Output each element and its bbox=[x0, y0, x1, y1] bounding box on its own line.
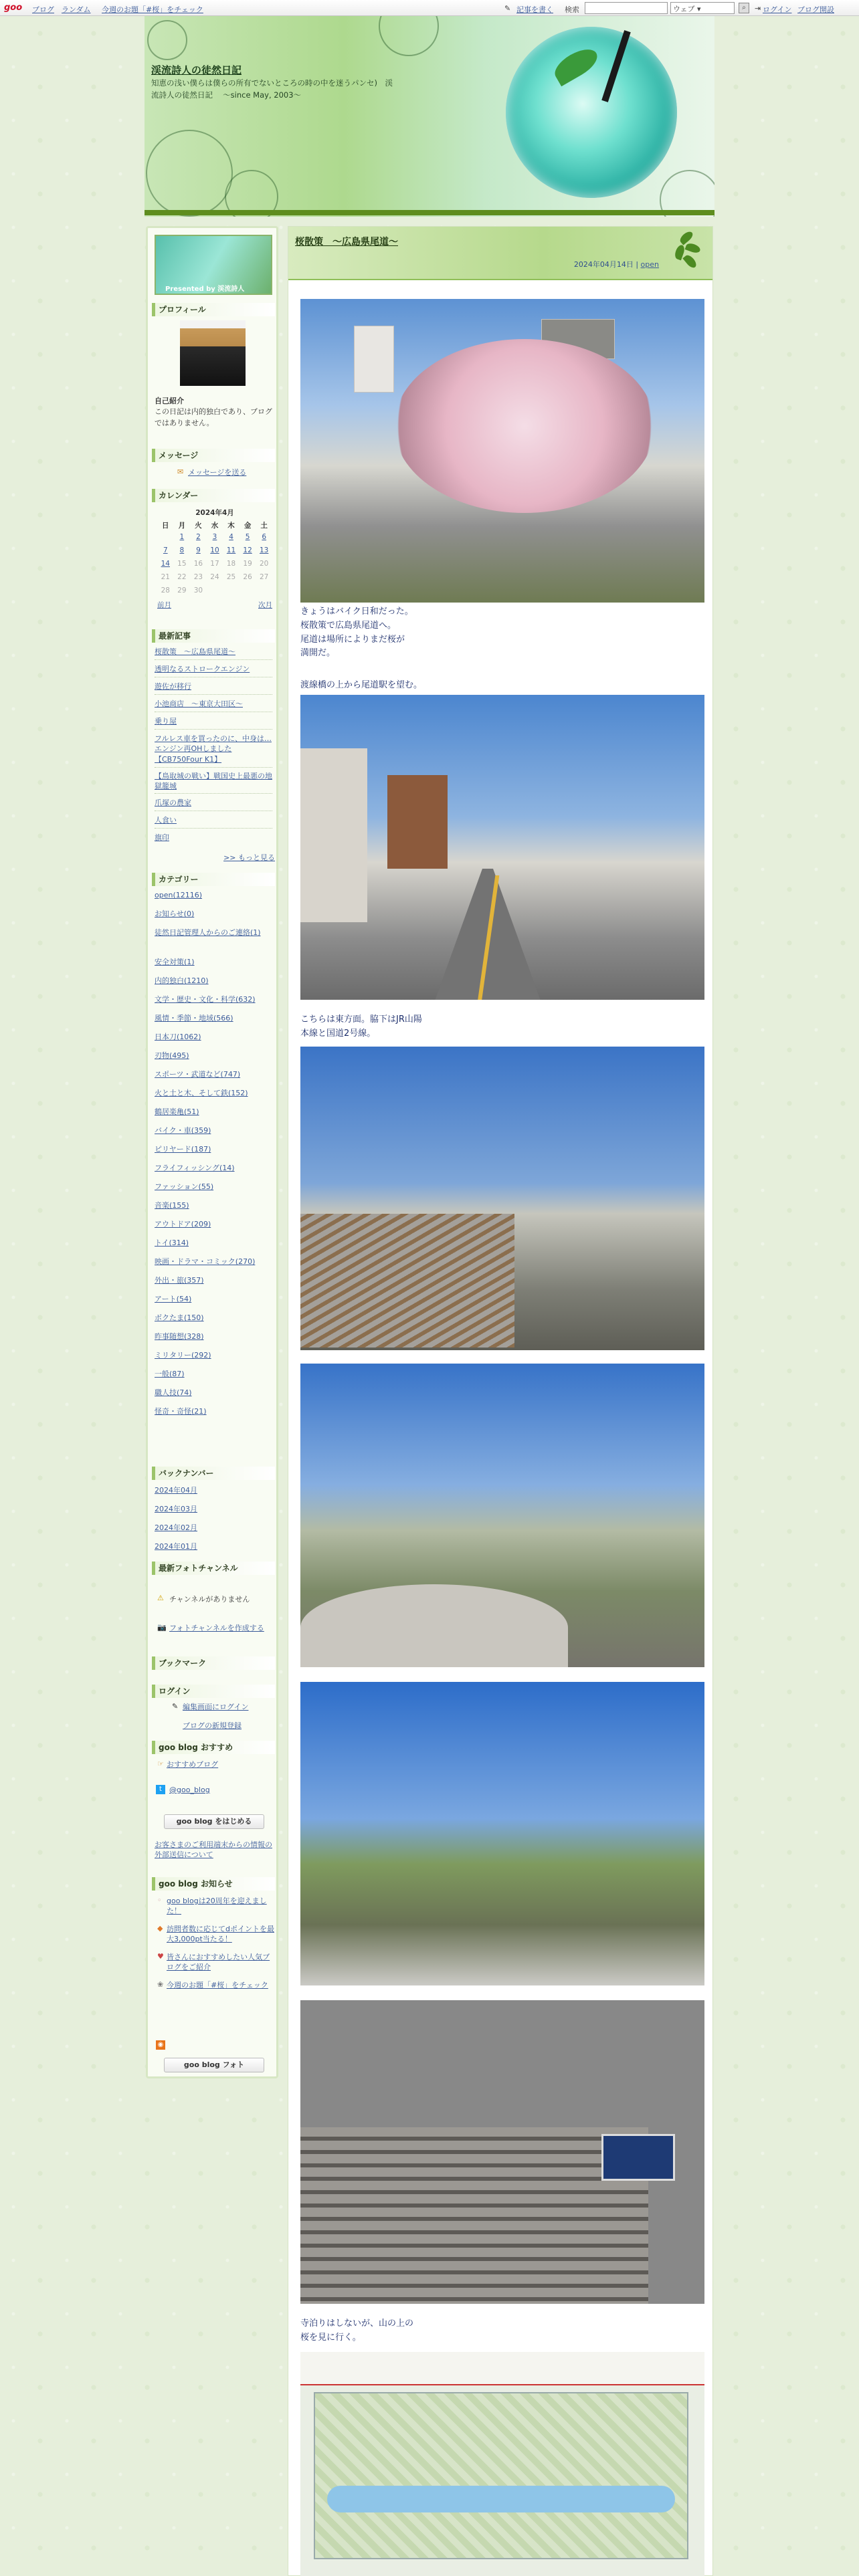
calendar-prev-link[interactable]: 前月 bbox=[157, 601, 171, 609]
category-link[interactable]: 風情・季節・地域(566) bbox=[155, 1014, 233, 1023]
entry-line: 桜を見に行く。 bbox=[300, 2332, 361, 2343]
calendar-day: 24 bbox=[210, 573, 219, 581]
notice-link[interactable]: goo blogは20周年を迎えました！ bbox=[167, 1897, 267, 1916]
badge-caption: Presented by 渓流詩人 bbox=[165, 286, 245, 293]
calendar-day[interactable]: 8 bbox=[179, 546, 185, 554]
calendar-day: 18 bbox=[226, 560, 236, 568]
entry-date: 2024年04月14日 bbox=[573, 260, 634, 269]
weekday: 木 bbox=[227, 522, 235, 530]
rss-icon[interactable]: ◉ bbox=[156, 2040, 165, 2050]
pencil-icon: ✎ bbox=[504, 4, 511, 13]
calendar-day: 19 bbox=[243, 560, 252, 568]
search-scope-value: ウェブ bbox=[673, 5, 695, 13]
notice-heading: goo blog お知らせ bbox=[152, 1877, 275, 1891]
photo-hillside-houses[interactable] bbox=[300, 1364, 704, 1667]
calendar-day[interactable]: 1 bbox=[179, 533, 185, 541]
calendar-day[interactable]: 2 bbox=[196, 533, 201, 541]
category-link[interactable]: 火と土と木、そして鉄(152) bbox=[155, 1089, 248, 1097]
category-link[interactable]: 内的独白(1210) bbox=[155, 976, 209, 985]
leaf-piece bbox=[682, 253, 698, 270]
toolbar-link-odai[interactable]: 今週のお題「#桜」をチェック bbox=[102, 5, 203, 14]
lace-ornament bbox=[147, 20, 187, 60]
external-transmission-link[interactable]: お客さまのご利用端末からの情報の外部送信について bbox=[155, 1840, 272, 1860]
photo-railway-east[interactable] bbox=[300, 1047, 704, 1350]
login-icon: ⇥ bbox=[755, 4, 761, 13]
category-link[interactable]: 安全対策(1) bbox=[155, 958, 195, 966]
railway-shape bbox=[300, 1214, 514, 1348]
profile-heading: プロフィール bbox=[152, 303, 275, 316]
calendar-day[interactable]: 5 bbox=[245, 533, 250, 541]
category-link[interactable]: 外出・旅(357) bbox=[155, 1276, 204, 1285]
category-link[interactable]: 音楽(155) bbox=[155, 1201, 189, 1210]
category-link[interactable]: ピリヤード(187) bbox=[155, 1145, 211, 1154]
open-blog-link[interactable]: ブログ開設 bbox=[797, 5, 834, 14]
recent-posts-heading: 最新記事 bbox=[152, 629, 275, 643]
entry-line: 寺泊りはしないが、山の上の bbox=[300, 2319, 414, 2329]
category-link[interactable]: 昨事随想(328) bbox=[155, 1332, 204, 1341]
category-link[interactable]: ファッション(55) bbox=[155, 1182, 214, 1191]
sakura-icon: ❀ bbox=[157, 1980, 164, 1989]
goo-toolbar bbox=[0, 0, 859, 16]
osusume-heading: goo blog おすすめ bbox=[152, 1741, 275, 1754]
toolbar-login-link[interactable]: ログイン bbox=[763, 5, 792, 14]
toolbar-link-random[interactable]: ランダム bbox=[62, 5, 91, 14]
photochannel-heading: 最新フォトチャンネル bbox=[152, 1562, 275, 1575]
calendar-day: 17 bbox=[210, 560, 219, 568]
entry-paragraph bbox=[300, 679, 702, 693]
calendar bbox=[157, 508, 272, 612]
calendar-day bbox=[223, 584, 240, 597]
search-scope-select[interactable]: ウェブ ▾ bbox=[670, 2, 735, 14]
calendar-day: 25 bbox=[226, 573, 236, 581]
recent-post-link[interactable]: 爪塚の農家 bbox=[155, 798, 191, 807]
edit-login-link[interactable]: 編集画面にログイン bbox=[183, 1703, 249, 1711]
calendar-next-link[interactable]: 次月 bbox=[258, 601, 272, 609]
message-heading: メッセージ bbox=[152, 449, 275, 462]
recent-post-link[interactable]: 旗印 bbox=[155, 833, 169, 842]
building-shape bbox=[300, 748, 367, 922]
entry-line: 渡線橋の上から尾道駅を望む。 bbox=[300, 680, 423, 690]
weekday: 土 bbox=[260, 522, 268, 530]
recent-post-link[interactable]: 桜散策 ～広島県尾道～ bbox=[155, 647, 235, 656]
calendar-day[interactable]: 4 bbox=[229, 533, 233, 541]
login-heading: ログイン bbox=[152, 1685, 275, 1698]
weekday: 水 bbox=[211, 522, 219, 530]
calendar-day bbox=[256, 584, 272, 597]
entry-line: 桜散策で広島県尾道へ。 bbox=[300, 620, 397, 631]
category-link[interactable]: 一般(87) bbox=[155, 1370, 185, 1378]
divider bbox=[155, 828, 272, 829]
blog-description: 知恵の浅い僕らは僕らの所有でないところの時の中を迷うパンセ) 渓流詩人の徒然日記 ～since May, 2003～ bbox=[151, 78, 393, 100]
photo-station-road[interactable] bbox=[300, 695, 704, 1000]
steps-shape bbox=[300, 2127, 648, 2304]
blog-header bbox=[145, 16, 714, 217]
category-link[interactable]: フライフィッシング(14) bbox=[155, 1164, 235, 1172]
point-icon: ◆ bbox=[157, 1924, 163, 1933]
calendar-grid bbox=[157, 520, 272, 597]
calendar-day: 27 bbox=[260, 573, 269, 581]
backnumber-link[interactable]: 2024年03月 bbox=[155, 1505, 197, 1513]
calendar-day bbox=[240, 584, 256, 597]
warning-icon: ⚠ bbox=[157, 1594, 164, 1602]
divider bbox=[155, 659, 272, 660]
category-link[interactable]: トイ(314) bbox=[155, 1239, 189, 1247]
category-link[interactable]: 映画・ドラマ・コミック(270) bbox=[155, 1257, 256, 1266]
envelope-icon: ✉ bbox=[177, 467, 184, 476]
calendar-day: 16 bbox=[193, 560, 203, 568]
recent-post-link[interactable]: 人食い bbox=[155, 816, 177, 825]
main-content bbox=[288, 226, 713, 2576]
goo-blog-photo-label: goo blog フォト bbox=[183, 2060, 245, 2069]
calendar-month: 2024年4月 bbox=[195, 509, 234, 517]
divider bbox=[155, 767, 272, 768]
calendar-day bbox=[207, 584, 223, 597]
divider bbox=[155, 694, 272, 695]
signboard-shape bbox=[601, 2134, 675, 2181]
weekday: 月 bbox=[178, 522, 186, 530]
recent-post-link[interactable]: 乗り屋 bbox=[155, 717, 177, 726]
building-shape bbox=[354, 326, 394, 393]
notice-link[interactable]: 訪問者数に応じてdポイントを最大3,000pt当たる！ bbox=[167, 1925, 274, 1944]
twitter-link[interactable]: @goo_blog bbox=[169, 1786, 210, 1794]
bookmark-heading: ブックマーク bbox=[152, 1656, 275, 1670]
calendar-day: 21 bbox=[161, 573, 170, 581]
entry-line: きょうはバイク日和だった。 bbox=[300, 607, 413, 617]
calendar-day[interactable]: 12 bbox=[243, 546, 252, 554]
category-link[interactable]: 徒然日記管理人からのご連絡(1) bbox=[155, 928, 261, 937]
search-button[interactable] bbox=[739, 3, 749, 13]
goo-logo[interactable]: goo bbox=[4, 3, 23, 13]
cherry-tree-shape bbox=[394, 339, 655, 513]
calendar-day: 22 bbox=[177, 573, 187, 581]
calendar-day: 20 bbox=[260, 560, 269, 568]
calendar-day: 23 bbox=[193, 573, 203, 581]
intro-label: 自己紹介 bbox=[155, 397, 184, 405]
category-link[interactable]: 刃物(495) bbox=[155, 1051, 189, 1060]
more-posts-link[interactable]: >> もっと見る bbox=[223, 853, 275, 862]
twitter-icon: t bbox=[156, 1785, 165, 1794]
calendar-day[interactable]: 14 bbox=[161, 560, 170, 568]
search-label: 検索 bbox=[565, 5, 579, 14]
create-photochannel-link[interactable]: フォトチャンネルを作成する bbox=[169, 1624, 264, 1632]
leaf-decoration-icon bbox=[666, 231, 703, 271]
category-link[interactable]: アート(54) bbox=[155, 1295, 192, 1303]
category-link[interactable]: 文学・歴史・文化・科学(632) bbox=[155, 995, 256, 1004]
blog-badge-image[interactable] bbox=[155, 235, 272, 295]
weekday: 日 bbox=[162, 522, 169, 530]
sidebar bbox=[146, 226, 278, 2078]
photo-cherry-blossom[interactable] bbox=[300, 299, 704, 603]
category-link[interactable]: バイク・車(359) bbox=[155, 1126, 211, 1135]
start-blog-label: goo blog をはじめる bbox=[176, 1817, 252, 1826]
recent-post-link[interactable]: 遊佐が移行 bbox=[155, 682, 191, 691]
recent-post-link[interactable]: 透明なるストロークエンジン bbox=[155, 665, 250, 673]
toolbar-link-blog[interactable]: ブログ bbox=[32, 5, 54, 14]
meta-separator: | bbox=[636, 260, 641, 269]
calendar-day: 29 bbox=[177, 586, 187, 595]
lace-ornament bbox=[146, 130, 233, 217]
entry-line: 本線と国道2号線。 bbox=[300, 1028, 376, 1039]
entry-paragraph bbox=[300, 605, 702, 661]
building-shape bbox=[387, 775, 448, 869]
wall-shape bbox=[300, 1584, 568, 1667]
start-blog-button[interactable] bbox=[164, 1814, 264, 1829]
backnumber-link[interactable]: 2024年01月 bbox=[155, 1542, 197, 1551]
photo-temple-hill[interactable] bbox=[300, 1682, 704, 1985]
category-link[interactable]: 日本刀(1062) bbox=[155, 1033, 201, 1041]
entry-category-link[interactable]: open bbox=[640, 260, 659, 269]
river-shape bbox=[327, 2486, 675, 2512]
recommended-blog-link[interactable]: おすすめブログ bbox=[167, 1760, 219, 1769]
calendar-day[interactable]: 3 bbox=[212, 533, 217, 541]
category-link[interactable]: open(12116) bbox=[155, 891, 203, 899]
entry-line: こちらは東方面。脇下はJR山陽 bbox=[300, 1014, 422, 1025]
pen-icon: ✎ bbox=[172, 1702, 179, 1711]
intro-text: この日記は内的独白であり、ブログではありません。 bbox=[155, 407, 272, 428]
leaf-piece bbox=[678, 229, 695, 245]
send-message-link[interactable]: メッセージを送る bbox=[188, 468, 247, 477]
calendar-day: 15 bbox=[177, 560, 187, 568]
header-divider bbox=[145, 210, 714, 215]
map-area-shape bbox=[314, 2392, 688, 2559]
recent-post-link[interactable]: 小池商店 ～東京大田区～ bbox=[155, 700, 243, 708]
calendar-day[interactable]: 7 bbox=[163, 546, 168, 554]
entry-line: 尾道は場所によりまだ桜が bbox=[300, 634, 405, 645]
map-header-shape bbox=[300, 2352, 704, 2385]
calendar-day[interactable]: 10 bbox=[210, 546, 219, 554]
photo-stone-steps[interactable] bbox=[300, 2000, 704, 2304]
recent-post-link[interactable]: フルレス車を買ったのに、中身は…エンジン再OHしました【CB750Four K1】 bbox=[155, 734, 272, 764]
notice-link[interactable]: 今週のお題「#桜」をチェック bbox=[167, 1981, 268, 1990]
entry-meta bbox=[574, 259, 659, 270]
blog-title[interactable]: 渓流詩人の徒然日記 bbox=[151, 64, 242, 76]
entry-header bbox=[288, 227, 712, 280]
calendar-heading: カレンダー bbox=[152, 489, 275, 502]
photo-sightseeing-map[interactable] bbox=[300, 2352, 704, 2576]
divider bbox=[155, 793, 272, 794]
calendar-day[interactable]: 11 bbox=[226, 546, 236, 554]
category-link[interactable]: スポーツ・武道など(747) bbox=[155, 1070, 241, 1079]
calendar-day[interactable]: 9 bbox=[196, 546, 201, 554]
search-icon: ⌕ bbox=[742, 4, 746, 11]
lace-ornament bbox=[379, 16, 439, 56]
categories-heading: カテゴリー bbox=[152, 873, 275, 886]
notice-link[interactable]: 皆さんにおすすめしたい人気ブログをご紹介 bbox=[167, 1953, 270, 1972]
weekday: 火 bbox=[195, 522, 202, 530]
category-link[interactable]: ボクたま(150) bbox=[155, 1313, 204, 1322]
category-link[interactable]: 怪奇・奇怪(21) bbox=[155, 1407, 207, 1416]
new-blog-link[interactable]: ブログの新規登録 bbox=[183, 1721, 242, 1730]
camera-icon: 📷 bbox=[157, 1623, 167, 1632]
entry-line: 満開だ。 bbox=[300, 648, 336, 659]
no-channel-text: チャンネルがありません bbox=[169, 1595, 250, 1604]
entry-title[interactable]: 桜散策 ～広島県尾道～ bbox=[295, 237, 398, 247]
backnumber-link[interactable]: 2024年02月 bbox=[155, 1523, 197, 1532]
backnumber-heading: バックナンバー bbox=[152, 1467, 275, 1480]
divider bbox=[155, 729, 272, 730]
calendar-day: 28 bbox=[161, 586, 170, 595]
heart-icon: ♥ bbox=[157, 1952, 164, 1961]
category-link[interactable]: 鶴居楽亀(51) bbox=[155, 1107, 199, 1116]
leaf-piece bbox=[685, 242, 702, 255]
category-link[interactable]: ミリタリー(292) bbox=[155, 1351, 211, 1360]
goo-blog-photo-button[interactable] bbox=[164, 2058, 264, 2072]
avatar[interactable] bbox=[180, 320, 246, 386]
category-link[interactable]: アウトドア(209) bbox=[155, 1220, 211, 1228]
search-input[interactable] bbox=[585, 2, 668, 14]
entry-paragraph bbox=[300, 1013, 702, 1041]
write-post-link[interactable]: 記事を書く bbox=[516, 5, 553, 14]
calendar-day[interactable]: 13 bbox=[260, 546, 269, 554]
bullet-icon: ◦ bbox=[157, 1896, 162, 1905]
weekday: 金 bbox=[244, 522, 252, 530]
category-link[interactable]: お知らせ(0) bbox=[155, 909, 195, 918]
category-link[interactable]: 職人技(74) bbox=[155, 1388, 192, 1397]
calendar-day: 26 bbox=[243, 573, 252, 581]
recent-post-link[interactable]: 【鳥取城の戦い】戦国史上最悪の地獄籠城 bbox=[155, 772, 272, 791]
calendar-day[interactable]: 6 bbox=[262, 533, 267, 541]
calendar-day bbox=[157, 530, 174, 544]
backnumber-link[interactable]: 2024年04月 bbox=[155, 1486, 197, 1495]
calendar-day: 30 bbox=[193, 586, 203, 595]
entry-paragraph bbox=[300, 2317, 702, 2345]
hand-icon: ☞ bbox=[157, 1759, 164, 1768]
